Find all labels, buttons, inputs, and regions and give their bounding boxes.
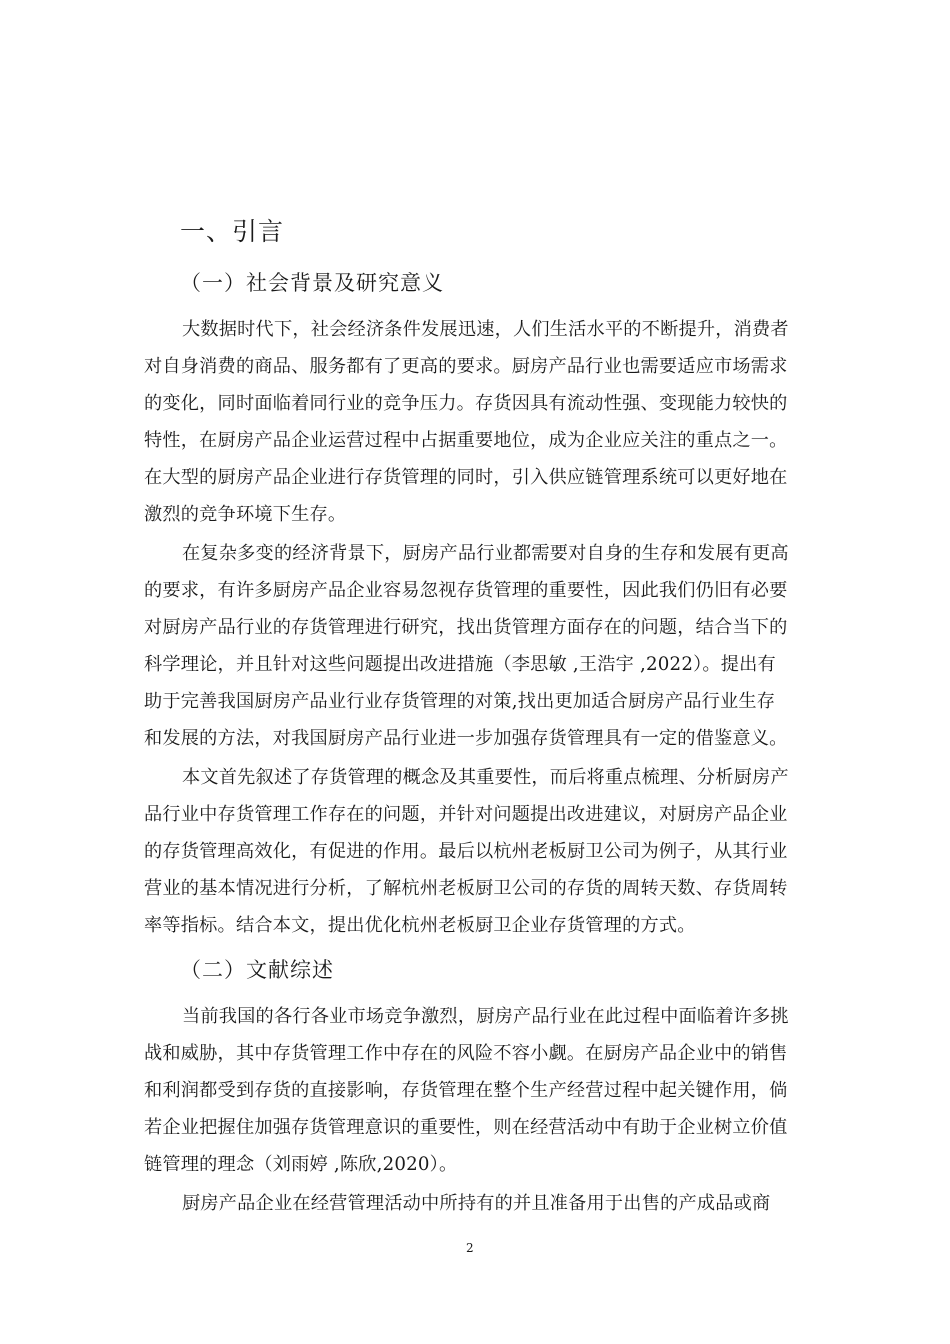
paragraph-line: 在复杂多变的经济背景下，厨房产品行业都需要对自身的生存和发展有更高 <box>182 543 789 564</box>
paragraph-line: 的变化，同时面临着同行业的竞争压力。存货因具有流动性强、变现能力较快的 <box>144 393 788 414</box>
paragraph-line: 战和威胁，其中存货管理工作中存在的风险不容小觑。在厨房产品企业中的销售 <box>144 1043 788 1064</box>
paragraph-line: 厨房产品企业在经营管理活动中所持有的并且准备用于出售的产成品或商 <box>182 1193 771 1214</box>
page-number: 2 <box>466 1241 474 1255</box>
paragraph-line: 特性，在厨房产品企业运营过程中占据重要地位，成为企业应关注的重点之一。 <box>144 430 788 451</box>
paragraph-line: 助于完善我国厨房产品业行业存货管理的对策,找出更加适合厨房产品行业生存 <box>144 691 776 712</box>
chapter-heading: 一、引言 <box>180 217 285 246</box>
paragraph-line: 链管理的理念（刘雨婷 ,陈欣,2020）。 <box>144 1154 458 1175</box>
paragraph-line: 激烈的竞争环境下生存。 <box>144 504 347 525</box>
paragraph-line: 对厨房产品行业的存货管理进行研究，找出货管理方面存在的问题，结合当下的 <box>144 617 788 638</box>
paragraph-line: 大数据时代下，社会经济条件发展迅速，人们生活水平的不断提升，消费者 <box>182 319 789 340</box>
paragraph-line: 对自身消费的商品、服务都有了更高的要求。厨房产品行业也需要适应市场需求 <box>144 356 788 377</box>
paragraph-line: 本文首先叙述了存货管理的概念及其重要性，而后将重点梳理、分析厨房产 <box>182 767 789 788</box>
paragraph-line: 品行业中存货管理工作存在的问题，并针对问题提出改进建议，对厨房产品企业 <box>144 804 788 825</box>
paragraph-line: 当前我国的各行各业市场竞争激烈，厨房产品行业在此过程中面临着许多挑 <box>182 1006 789 1027</box>
paragraph-line: 率等指标。结合本文，提出优化杭州老板厨卫企业存货管理的方式。 <box>144 915 696 936</box>
paragraph-line: 在大型的厨房产品企业进行存货管理的同时，引入供应链管理系统可以更好地在 <box>144 467 788 488</box>
paragraph-line: 的要求，有许多厨房产品企业容易忽视存货管理的重要性，因此我们仍旧有必要 <box>144 580 788 601</box>
section-heading-background: （一）社会背景及研究意义 <box>180 271 444 295</box>
paragraph-line: 营业的基本情况进行分析，了解杭州老板厨卫公司的存货的周转天数、存货周转 <box>144 878 788 899</box>
paragraph-line: 和利润都受到存货的直接影响，存货管理在整个生产经营过程中起关键作用，倘 <box>144 1080 788 1101</box>
paragraph-line: 若企业把握住加强存货管理意识的重要性，则在经营活动中有助于企业树立价值 <box>144 1117 788 1138</box>
paragraph-line: 科学理论，并且针对这些问题提出改进措施（李思敏 ,王浩宇 ,2022）。提出有 <box>144 654 776 675</box>
paragraph-line: 和发展的方法，对我国厨房产品行业进一步加强存货管理具有一定的借鉴意义。 <box>144 728 788 749</box>
paragraph-line: 的存货管理高效化，有促进的作用。最后以杭州老板厨卫公司为例子，从其行业 <box>144 841 788 862</box>
section-heading-literature: （二）文献综述 <box>180 958 334 982</box>
